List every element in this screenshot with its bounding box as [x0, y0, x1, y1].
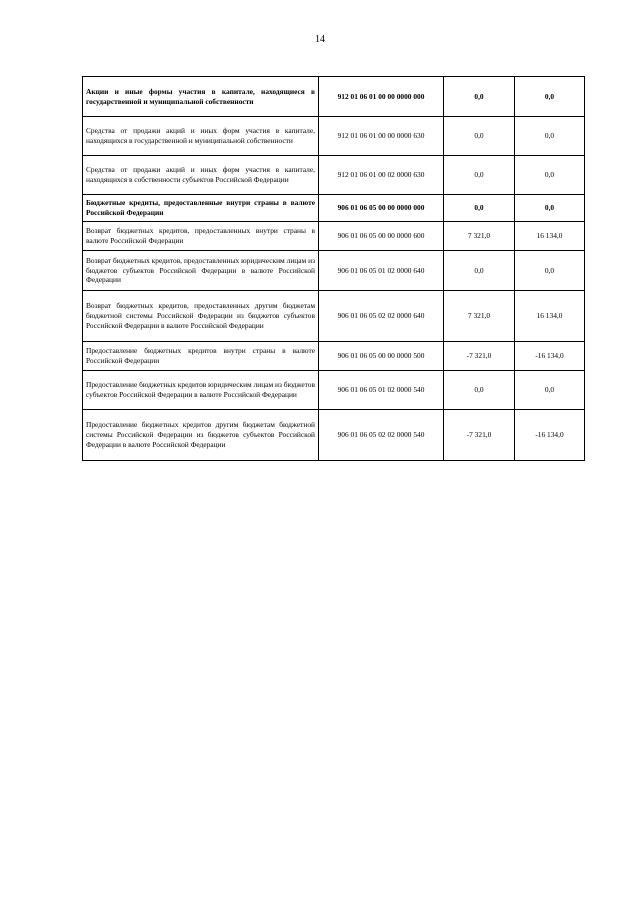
budget-sources-table — [82, 76, 585, 461]
row-code-cell: 906 01 06 05 02 02 0000 640 — [319, 291, 444, 342]
row-name-cell: Бюджетные кредиты, предоставленные внутри страны в валюте Российской Федерации — [83, 195, 319, 222]
row-value-2-cell: -16 134,0 — [515, 342, 585, 371]
row-code-cell: 912 01 06 01 00 00 0000 000 — [319, 77, 444, 117]
row-name-cell: Средства от продажи акций и иных форм участия в капитале, находящихся в государственной и муниципальной собственности — [83, 117, 319, 156]
table-row — [83, 117, 585, 156]
row-code-cell: 906 01 06 05 00 00 0000 000 — [319, 195, 444, 222]
row-value-2-cell: -16 134,0 — [515, 410, 585, 461]
row-code-cell: 906 01 06 05 02 02 0000 540 — [319, 410, 444, 461]
table-row — [83, 156, 585, 195]
row-value-1-cell: 7 321,0 — [444, 222, 515, 251]
row-name-cell: Предоставление бюджетных кредитов юридическим лицам из бюджетов субъектов Российской Федерации в валюте Российской Федерации — [83, 371, 319, 410]
row-code-cell: 906 01 06 05 00 00 0000 500 — [319, 342, 444, 371]
row-name-cell: Предоставление бюджетных кредитов внутри страны в валюте Российской Федерации — [83, 342, 319, 371]
row-name-cell: Акции и иные формы участия в капитале, находящиеся в государственной и муниципальной собственности — [83, 77, 319, 117]
row-name-cell: Возврат бюджетных кредитов, предоставленных юридическим лицам из бюджетов субъектов Российской Федерации в валюте Российской Федерации — [83, 251, 319, 291]
row-value-2-cell: 16 134,0 — [515, 222, 585, 251]
row-value-1-cell: -7 321,0 — [444, 342, 515, 371]
row-value-1-cell: 0,0 — [444, 77, 515, 117]
row-code-cell: 906 01 06 05 01 02 0000 540 — [319, 371, 444, 410]
table-row — [83, 251, 585, 291]
row-value-2-cell: 0,0 — [515, 251, 585, 291]
table-row — [83, 410, 585, 461]
row-value-1-cell: 0,0 — [444, 195, 515, 222]
table-row — [83, 222, 585, 251]
row-value-1-cell: 0,0 — [444, 251, 515, 291]
row-code-cell: 912 01 06 01 00 02 0000 630 — [319, 156, 444, 195]
row-value-1-cell: 0,0 — [444, 117, 515, 156]
table-row — [83, 342, 585, 371]
row-code-cell: 906 01 06 05 00 00 0000 600 — [319, 222, 444, 251]
row-value-2-cell: 0,0 — [515, 156, 585, 195]
row-value-1-cell: 7 321,0 — [444, 291, 515, 342]
row-value-2-cell: 0,0 — [515, 117, 585, 156]
row-value-1-cell: -7 321,0 — [444, 410, 515, 461]
table-row — [83, 291, 585, 342]
page-number: 14 — [315, 34, 325, 45]
table-row — [83, 195, 585, 222]
row-value-2-cell: 16 134,0 — [515, 291, 585, 342]
row-name-cell: Предоставление бюджетных кредитов другим бюджетам бюджетной системы Российской Федерации из бюджетов субъектов Российской Федерации в валюте Российской Федерации — [83, 410, 319, 461]
row-name-cell: Возврат бюджетных кредитов, предоставленных внутри страны в валюте Российской Федерации — [83, 222, 319, 251]
row-value-2-cell: 0,0 — [515, 77, 585, 117]
row-code-cell: 906 01 06 05 01 02 0000 640 — [319, 251, 444, 291]
table-row — [83, 77, 585, 117]
row-value-2-cell: 0,0 — [515, 195, 585, 222]
row-value-1-cell: 0,0 — [444, 156, 515, 195]
row-name-cell: Возврат бюджетных кредитов, предоставленных другим бюджетам бюджетной системы Российской Федерации из бюджетов субъектов Российской Федерации в валюте Российской Федерации — [83, 291, 319, 342]
table-body — [83, 77, 585, 461]
row-value-2-cell: 0,0 — [515, 371, 585, 410]
row-value-1-cell: 0,0 — [444, 371, 515, 410]
table-row — [83, 371, 585, 410]
row-code-cell: 912 01 06 01 00 00 0000 630 — [319, 117, 444, 156]
row-name-cell: Средства от продажи акций и иных форм участия в капитале, находящихся в собственности субъектов Российской Федерации — [83, 156, 319, 195]
